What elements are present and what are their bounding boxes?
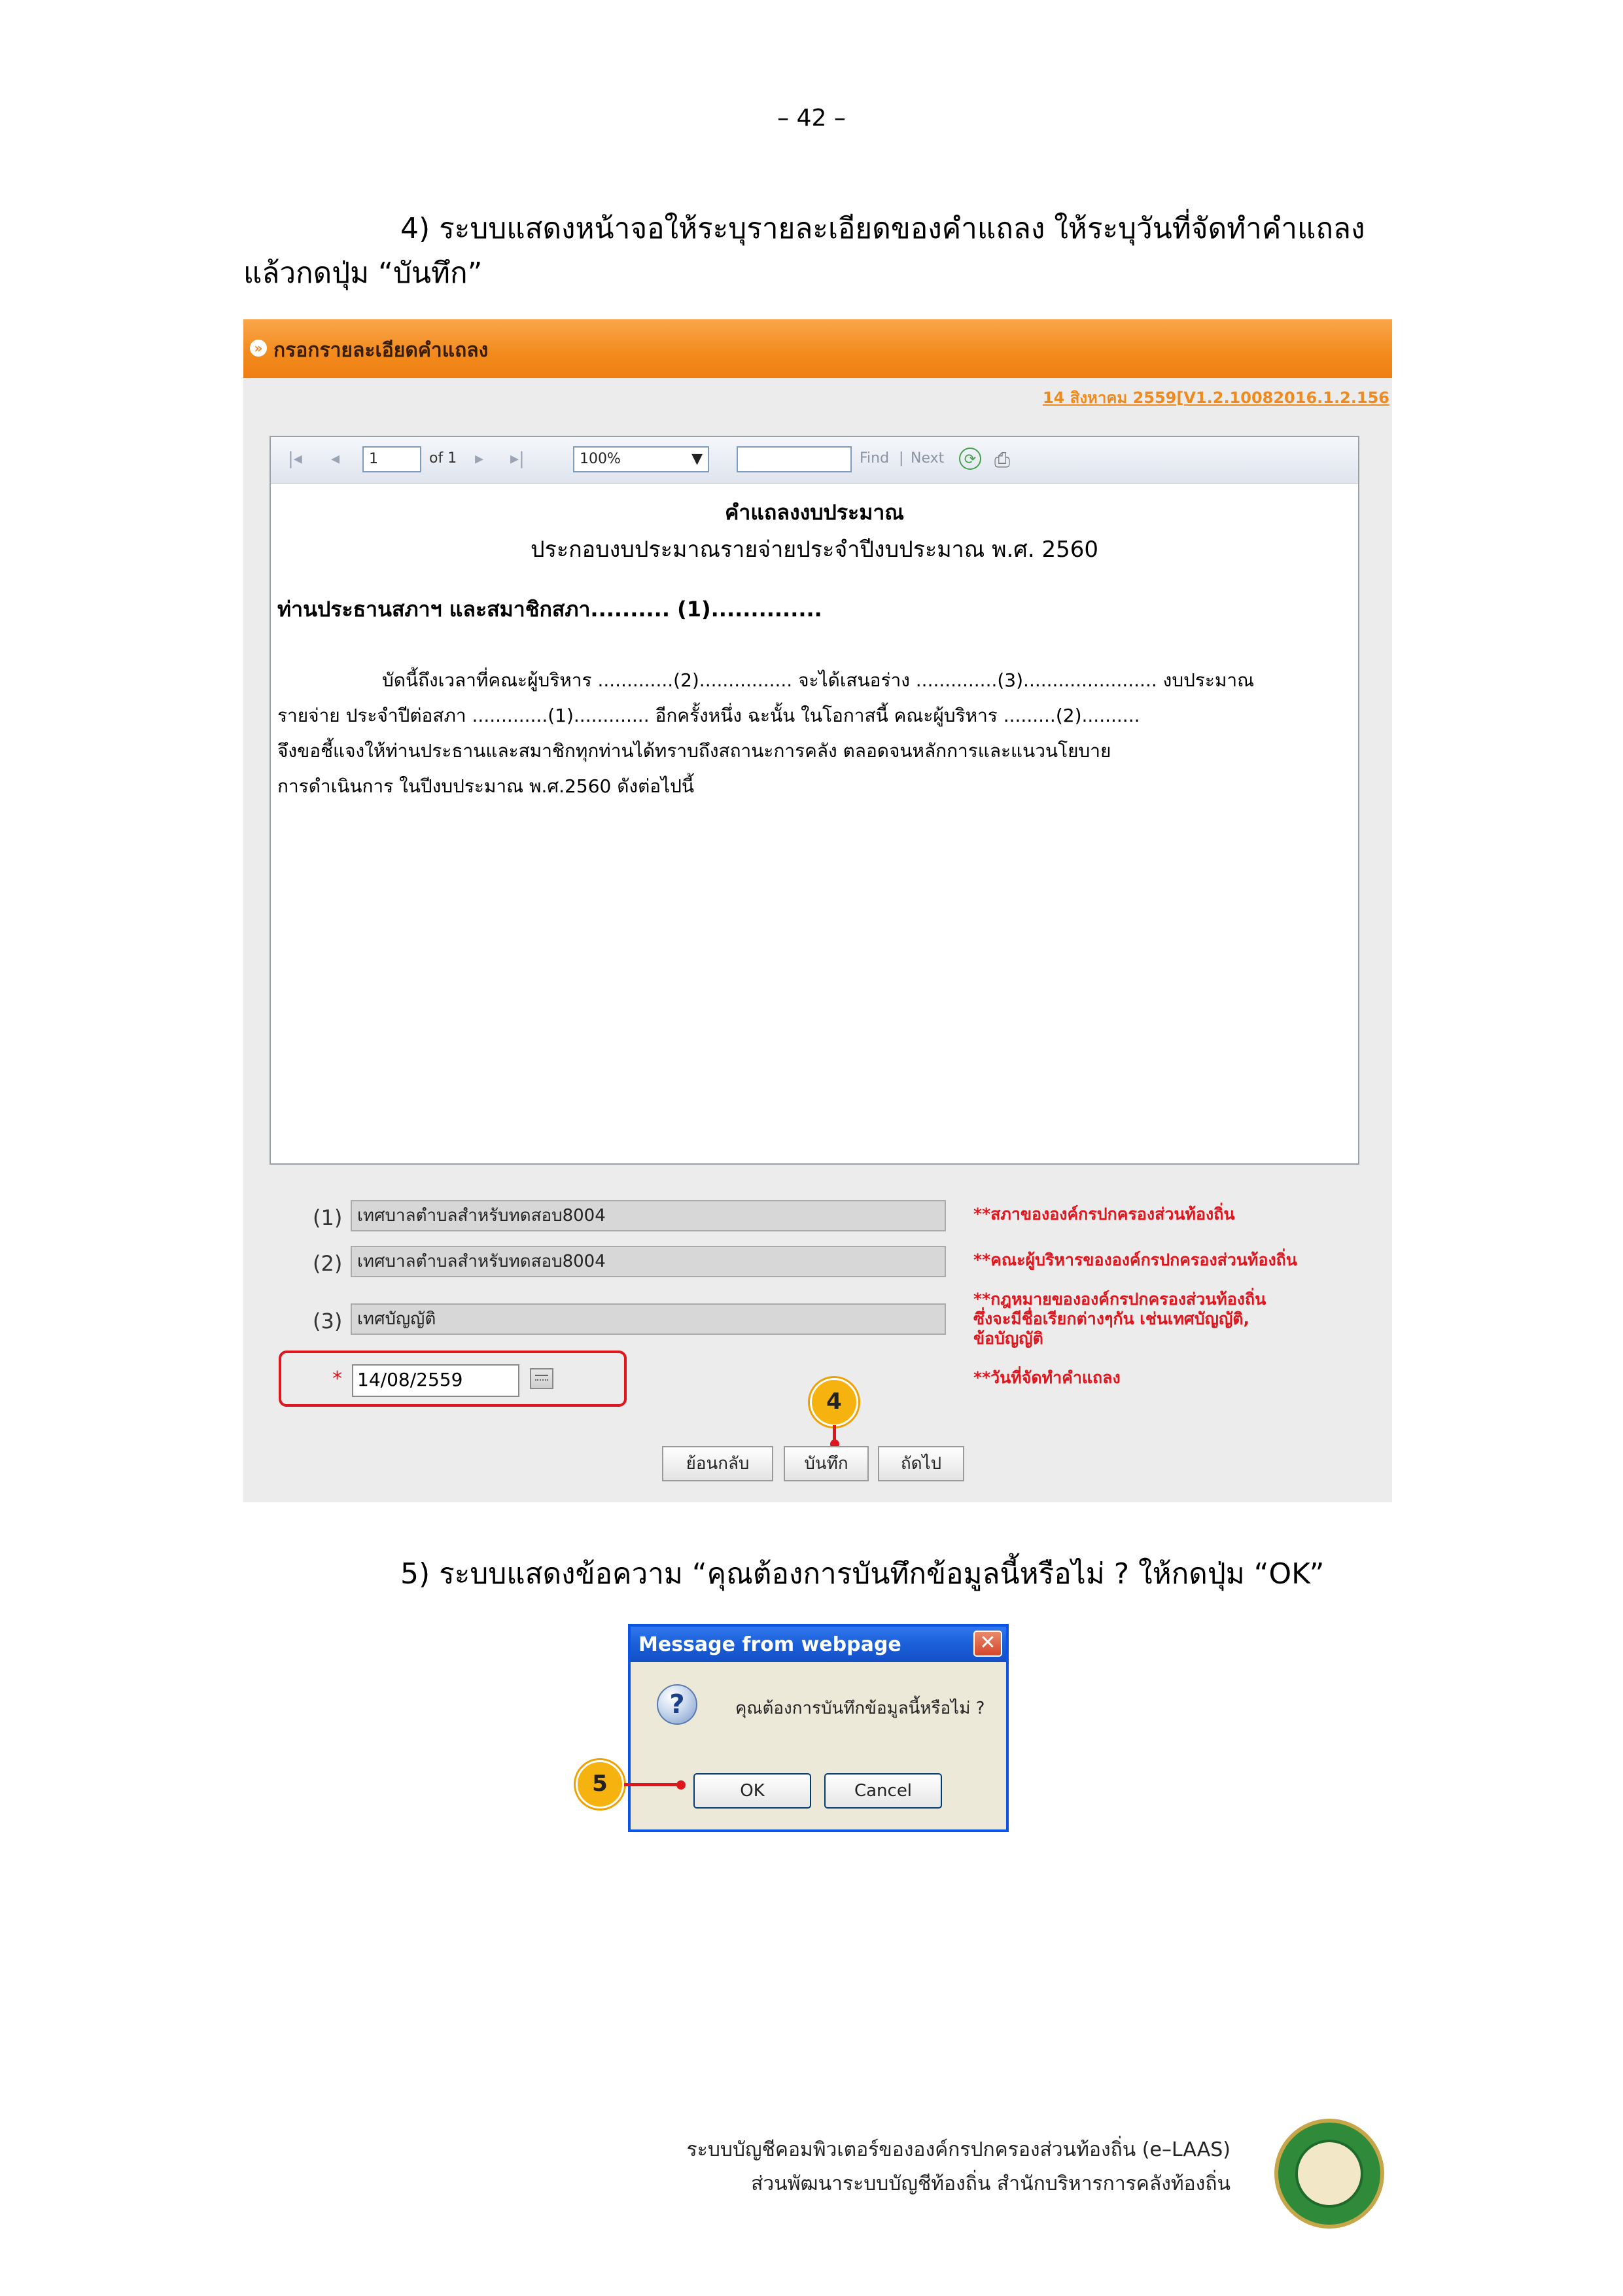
first-page-icon[interactable]: |◂ [288, 449, 302, 468]
document-body-line: จึงขอชี้แจงให้ท่านประธานและสมาชิกทุกท่านได้ทราบถึงสถานะการคลัง ตลอดจนหลักการและแนวนโยบาย [277, 740, 1111, 762]
footer-department: ส่วนพัฒนาระบบบัญชีท้องถิ่น สำนักบริหารการคลังท้องถิ่น [751, 2172, 1230, 2195]
chevron-down-icon: ▼ [691, 451, 703, 467]
dialog-title: Message from webpage [638, 1633, 901, 1656]
dialog-message: คุณต้องการบันทึกข้อมูลนี้หรือไม่ ? [735, 1699, 985, 1718]
next-page-icon[interactable]: ▸ [475, 449, 484, 468]
law-type-field[interactable]: เทศบัญญัติ [351, 1303, 946, 1335]
field-hint-2: **คณะผู้บริหารขององค์กรปกครองส่วนท้องถิ่น [973, 1250, 1297, 1269]
find-separator: | [899, 450, 904, 467]
next-link[interactable]: Next [911, 450, 945, 467]
callout-connector [624, 1783, 679, 1786]
step-callout-5: 5 [576, 1760, 624, 1809]
panel-title: กรอกรายละเอียดคำแถลง [273, 339, 489, 362]
executive-name-field[interactable]: เทศบาลตำบลสำหรับทดสอบ8004 [351, 1246, 946, 1277]
page-number: – 42 – [777, 105, 846, 132]
panel-header [243, 319, 1392, 378]
find-input[interactable] [737, 446, 852, 472]
statement-form-panel [243, 319, 1392, 1502]
bullet-arrow-icon: » [250, 340, 267, 357]
field-hint-3: ข้อบัญญัติ [973, 1329, 1043, 1348]
department-seal-icon [1274, 2119, 1384, 2229]
confirm-dialog [628, 1624, 1009, 1832]
cancel-button[interactable]: Cancel [824, 1773, 942, 1809]
document-salutation: ท่านประธานสภาฯ และสมาชิกสภา.......... (1).............. [277, 597, 822, 622]
document-title: คำแถลงงบประมาณ [725, 500, 904, 525]
document-body-line: บัดนี้ถึงเวลาที่คณะผู้บริหาร .............(2)................ จะได้เสนอร่าง ..............(3)....................... งบประมาณ [382, 669, 1255, 691]
refresh-icon[interactable]: ⟳ [959, 448, 981, 470]
version-info: 14 สิงหาคม 2559[V1.2.10082016.1.2.156 [1042, 389, 1389, 407]
document-subtitle: ประกอบงบประมาณรายจ่ายประจำปีงบประมาณ พ.ศ. 2560 [530, 537, 1099, 563]
calendar-icon[interactable] [530, 1368, 553, 1389]
print-icon[interactable]: ⎙ [994, 449, 1010, 472]
question-icon: ? [657, 1684, 697, 1725]
back-button[interactable]: ย้อนกลับ [662, 1446, 773, 1481]
page-count: of 1 [429, 450, 457, 467]
step5-instruction: 5) ระบบแสดงข้อความ “คุณต้องการบันทึกข้อมูลนี้หรือไม่ ? ให้กดปุ่ม “OK” [400, 1557, 1325, 1591]
seal-emblem [1295, 2140, 1363, 2208]
zoom-select[interactable] [573, 446, 709, 472]
step4-instruction: 4) ระบบแสดงหน้าจอให้ระบุรายละเอียดของคำแถลง ให้ระบุวันที่จัดทำคำแถลง [400, 212, 1365, 245]
next-button[interactable]: ถัดไป [878, 1446, 964, 1481]
statement-date-input[interactable]: 14/08/2559 [352, 1364, 519, 1397]
council-name-field[interactable]: เทศบาลตำบลสำหรับทดสอบ8004 [351, 1200, 946, 1231]
field-hint-3: **กฎหมายขององค์กรปกครองส่วนท้องถิ่น [973, 1290, 1266, 1309]
prev-page-icon[interactable]: ◂ [331, 449, 340, 468]
field-label-2: (2) [313, 1251, 343, 1276]
step4-instruction-cont: แล้วกดปุ่ม “บันทึก” [243, 256, 483, 290]
document-body-line: การดำเนินการ ในปีงบประมาณ พ.ศ.2560 ดังต่อไปนี้ [277, 775, 695, 797]
page-number-input[interactable]: 1 [362, 446, 421, 472]
field-hint-3: ซึ่งจะมีชื่อเรียกต่างๆกัน เช่นเทศบัญญัติ, [973, 1309, 1250, 1328]
date-hint: **วันที่จัดทำคำแถลง [973, 1368, 1121, 1387]
step-callout-4: 4 [810, 1378, 858, 1426]
field-label-1: (1) [313, 1205, 343, 1230]
last-page-icon[interactable]: ▸| [510, 449, 525, 468]
required-mark: * [332, 1368, 342, 1390]
callout-dot [676, 1780, 686, 1790]
footer-system-name: ระบบบัญชีคอมพิวเตอร์ขององค์กรปกครองส่วนท้องถิ่น (e–LAAS) [686, 2138, 1230, 2161]
zoom-value: 100% [580, 451, 621, 467]
ok-button[interactable]: OK [693, 1773, 811, 1809]
report-viewer [270, 436, 1359, 1165]
document-body-line: รายจ่าย ประจำปีต่อสภา .............(1)............. อีกครั้งหนึ่ง ฉะนั้น ในโอกาสนี้ คณะผู้บริหาร .........(2).......... [277, 705, 1140, 726]
field-hint-1: **สภาขององค์กรปกครองส่วนท้องถิ่น [973, 1205, 1235, 1224]
dialog-titlebar [631, 1627, 1006, 1662]
find-link[interactable]: Find [860, 450, 890, 467]
save-button[interactable]: บันทึก [784, 1446, 869, 1481]
report-toolbar [271, 437, 1358, 484]
close-icon[interactable]: ✕ [973, 1631, 1002, 1657]
field-label-3: (3) [313, 1309, 343, 1333]
